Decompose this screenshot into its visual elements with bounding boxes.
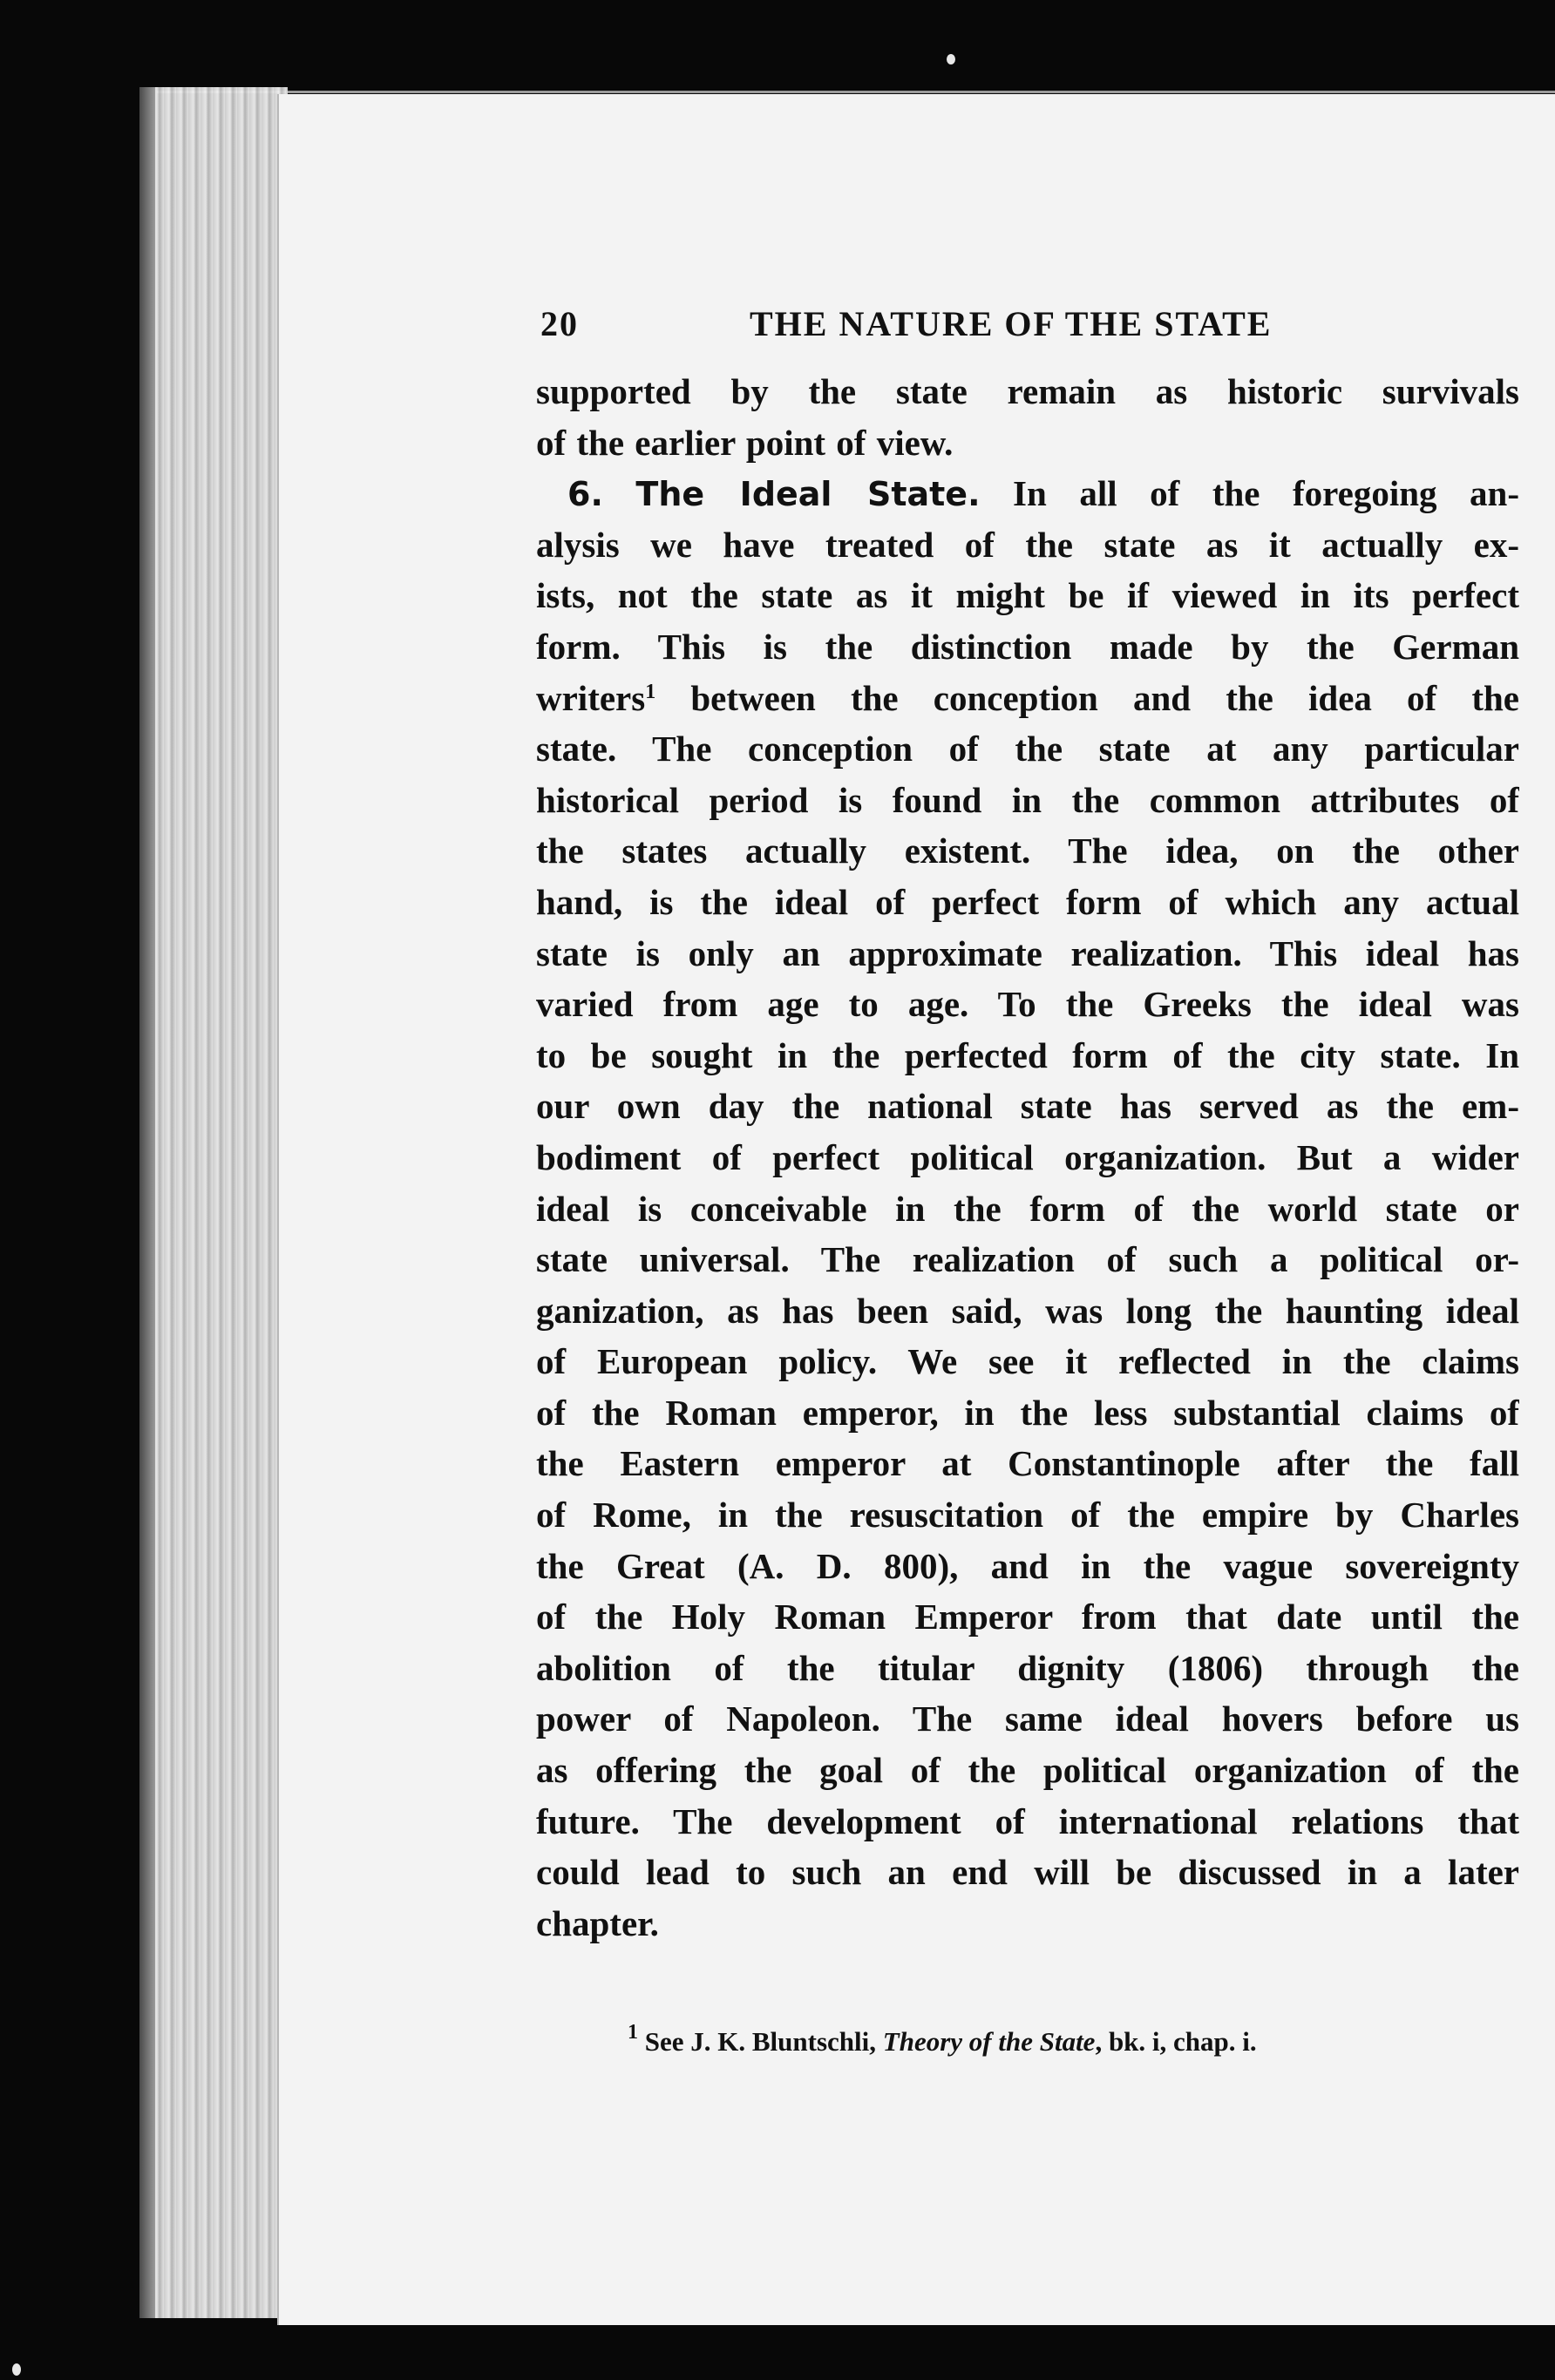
- page-stack-shadow: [139, 87, 155, 2318]
- text-line: future. The development of international relations that: [536, 1800, 1519, 1841]
- text-line: bodiment of perfect political organization. But a wider: [536, 1136, 1519, 1177]
- text-segment: between the conception and the idea of the: [690, 677, 1519, 718]
- footnote-prefix: See J. K. Bluntschli,: [644, 2026, 883, 2057]
- text-line: state is only an approximate realization. This ideal has: [536, 932, 1519, 973]
- dust-speck: [947, 54, 955, 64]
- footnote-book-title: Theory of the State: [882, 2026, 1096, 2057]
- section-number: 6.: [567, 475, 603, 514]
- text-line: ideal is conceivable in the form of the world state or: [536, 1188, 1519, 1229]
- text-line: could lead to such an end will be discussed in a later: [536, 1852, 1519, 1893]
- footnote: [628, 2021, 1517, 2058]
- text-line: ists, not the state as it might be if viewed in its perfect: [536, 575, 1519, 616]
- text-line: the states actually existent. The idea, on the other: [536, 831, 1519, 871]
- page-number: 20: [540, 304, 579, 343]
- page-stack-edges: [139, 87, 288, 2318]
- text-line: hand, is the ideal of perfect form of which any actual: [536, 881, 1519, 922]
- text-line: to be sought in the perfected form of the city state. In: [536, 1034, 1519, 1075]
- text-line: alysis we have treated of the state as it actually ex-: [536, 524, 1519, 565]
- text-line: supported by the state remain as historic survivals: [536, 371, 1519, 411]
- text-line-with-footnote: [536, 673, 1519, 724]
- footnote-marker: 1: [628, 2021, 638, 2044]
- section-title: The Ideal State.: [635, 475, 981, 514]
- text-line: of Rome, in the resuscitation of the empire by Charles: [536, 1495, 1519, 1536]
- text-line: of the earlier point of view.: [536, 422, 954, 463]
- writers-word: writers: [536, 677, 646, 718]
- body-text: [536, 366, 1519, 1949]
- text-line: as offering the goal of the political organization of the: [536, 1750, 1519, 1791]
- running-header: [540, 303, 1543, 356]
- text-line: our own day the national state has served as the em-: [536, 1086, 1519, 1127]
- text-line: of European policy. We see it reflected in the claims: [536, 1341, 1519, 1382]
- text-line: form. This is the distinction made by the German: [536, 626, 1519, 667]
- text-segment: 800), and in the vague sovereignty: [851, 1545, 1519, 1586]
- section-first-line: [536, 468, 1519, 519]
- text-line: state universal. The realization of such a political or-: [536, 1239, 1519, 1280]
- era-abbreviation: A. D.: [749, 1545, 852, 1586]
- text-line-date: [536, 1541, 1519, 1592]
- running-title: THE NATURE OF THE STATE: [750, 304, 1273, 343]
- text-line: chapter.: [536, 1902, 659, 1943]
- text-line: varied from age to age. To the Greeks the ideal was: [536, 984, 1519, 1025]
- text-segment: the Great (: [536, 1545, 750, 1586]
- page-top-edge: [157, 91, 1555, 93]
- text-line: of the Roman emperor, in the less substantial claims of: [536, 1392, 1519, 1433]
- text-line: of the Holy Roman Emperor from that date until the: [536, 1597, 1519, 1638]
- text-line: In all of the foregoing an-: [1013, 473, 1519, 514]
- text-line: historical period is found in the common attributes of: [536, 779, 1519, 820]
- dust-speck: [12, 2363, 21, 2376]
- text-line: power of Napoleon. The same ideal hovers before us: [536, 1699, 1519, 1739]
- text-line: the Eastern emperor at Constantinople after the fall: [536, 1443, 1519, 1484]
- footnote-suffix: , bk. i, chap. i.: [1095, 2026, 1257, 2057]
- text-line: ganization, as has been said, was long the haunting ideal: [536, 1290, 1519, 1331]
- text-line: abolition of the titular dignity (1806) through the: [536, 1647, 1519, 1688]
- text-line: state. The conception of the state at any particular: [536, 729, 1519, 770]
- footnote-reference: 1: [645, 680, 656, 703]
